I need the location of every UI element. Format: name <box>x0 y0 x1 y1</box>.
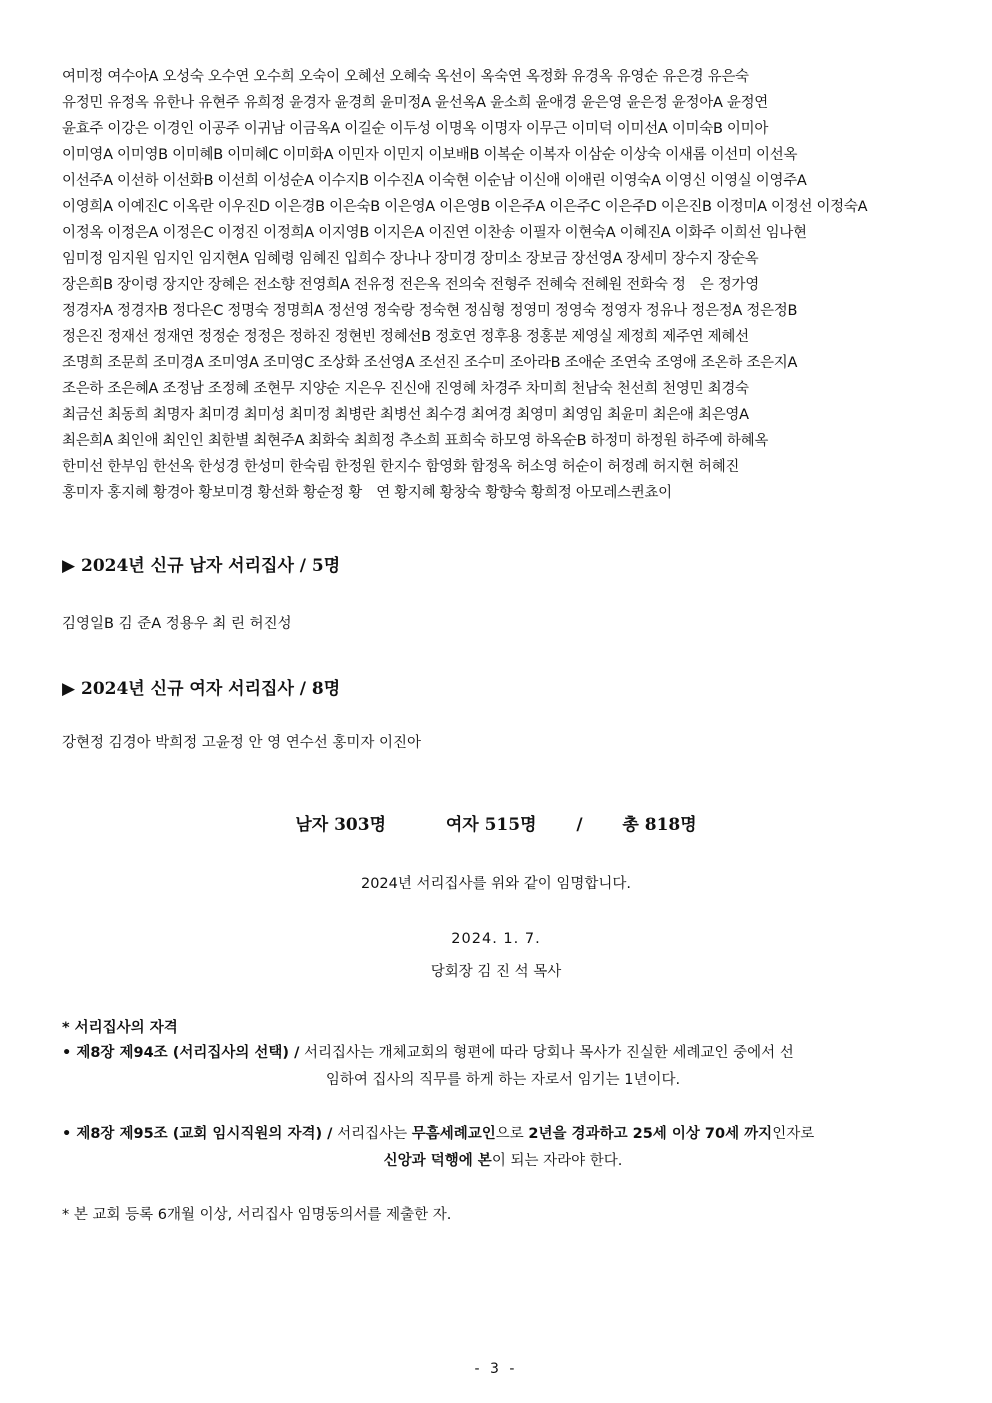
new-women-names: 강현정 김경아 박희정 고윤정 안 영 연수선 홍미자 이진아 <box>62 735 422 751</box>
new-men-heading: ▶ 2024년 신규 남자 서리집사 / 5명 <box>62 556 341 576</box>
name-row: 정은진 정재선 정재연 정정순 정정은 정하진 정현빈 정혜선B 정호연 정후용 정홍분 제영실 제정희 제주연 제혜선 <box>62 329 749 345</box>
rule-95-bold-1: 무흠세례교인 <box>411 1126 496 1142</box>
rule-95-text-2: 으로 <box>495 1126 529 1142</box>
name-row: 이미영A 이미영B 이미혜B 이미혜C 이미화A 이민자 이민지 이보배B 이복순 이복자 이삼순 이상숙 이새롬 이선미 이선옥 <box>62 147 798 163</box>
totals-women: 여자 515명 <box>445 815 537 835</box>
name-list <box>62 64 942 506</box>
name-row: 여미정 여수아A 오성숙 오수연 오수희 오숙이 오혜선 오혜숙 옥선이 옥숙연 옥정화 유경옥 유영순 유은경 유은숙 <box>62 69 749 85</box>
name-row: 조명희 조문희 조미경A 조미영A 조미영C 조상화 조선영A 조선진 조수미 조아라B 조애순 조연숙 조영애 조온하 조은지A <box>62 355 798 371</box>
new-women-heading: ▶ 2024년 신규 여자 서리집사 / 8명 <box>62 679 341 699</box>
signer: 당회장 김 진 석 목사 <box>430 964 562 980</box>
name-row: 최은희A 최인애 최인인 최한별 최현주A 최화숙 최희정 추소희 표희숙 하모영 하옥순B 하정미 하정원 하주예 하혜옥 <box>62 433 769 449</box>
rule-94-text: 서리집사는 개체교회의 형편에 따라 당회나 목사가 진실한 세례교인 중에서 선 <box>299 1045 794 1061</box>
name-row: 이영희A 이예진C 이옥란 이우진D 이은경B 이은숙B 이은영A 이은영B 이은주A 이은주C 이은주D 이은진B 이정미A 이정선 이정숙A <box>62 199 868 215</box>
appointment-statement: 2024년 서리집사를 위와 같이 임명합니다. <box>360 876 632 892</box>
name-row: 유정민 유정옥 유한나 유현주 유희정 윤경자 윤경희 윤미정A 윤선옥A 윤소희 윤애경 윤은영 윤은정 윤정아A 윤정연 <box>62 95 768 111</box>
totals-separator: / <box>576 815 583 835</box>
rule-95-text-3: 인자로 <box>772 1126 815 1142</box>
name-row: 조은하 조은혜A 조정남 조정혜 조현무 지양순 지은우 진신애 진영혜 차경주 차미희 천남숙 천선희 천영민 최경숙 <box>62 381 749 397</box>
name-row: 한미선 한부임 한선옥 한성경 한성미 한숙림 한정원 한지수 함영화 함정옥 허소영 허순이 허정례 허지현 허혜진 <box>62 459 740 475</box>
name-row: 이선주A 이선하 이선화B 이선희 이성순A 이수지B 이수진A 이숙현 이순남 이신애 이애린 이영숙A 이영신 이영실 이영주A <box>62 173 807 189</box>
rule-95 <box>62 1121 944 1175</box>
rule-94-text-cont: 임하여 집사의 직무를 하게 하는 자로서 임기는 1년이다. <box>325 1072 681 1088</box>
name-row: 임미정 임지원 임지인 임지현A 임혜령 임혜진 입희수 장나나 장미경 장미소 장보금 장선영A 장세미 장수지 장순옥 <box>62 251 759 267</box>
name-row: 홍미자 홍지혜 황경아 황보미경 황선화 황순정 황 연 황지혜 황창숙 황향숙 황희정 아모레스퀸쵸이 <box>62 485 672 501</box>
rule-95-text-4: 이 되는 자라야 한다. <box>491 1153 623 1169</box>
new-men-names: 김영일B 김 준A 정용우 최 린 허진성 <box>62 616 292 632</box>
name-row: 최금선 최동희 최명자 최미경 최미성 최미정 최병란 최병선 최수경 최여경 최영미 최영임 최윤미 최은애 최은영A <box>62 407 749 423</box>
rule-95-bold-3: 신앙과 덕행에 본 <box>383 1153 492 1169</box>
page-number: - 3 - <box>474 1361 518 1377</box>
totals-line <box>0 810 992 835</box>
rule-95-text-1: 서리집사는 <box>332 1126 412 1142</box>
totals-total: 총 818명 <box>622 815 697 835</box>
rule-95-bold-2: 2년을 경과하고 25세 이상 70세 까지 <box>528 1126 773 1142</box>
totals-men: 남자 303명 <box>295 815 386 835</box>
rule-95-lead: • 제8장 제95조 (교회 임시직원의 자격) / <box>62 1126 333 1142</box>
registration-note: * 본 교회 등록 6개월 이상, 서리집사 임명동의서를 제출한 자. <box>62 1207 452 1223</box>
name-row: 정경자A 정경자B 정다은C 정명숙 정명희A 정선영 정숙랑 정숙현 정심형 정영미 정영숙 정영자 정유나 정은정A 정은정B <box>62 303 798 319</box>
rule-94-lead: • 제8장 제94조 (서리집사의 선택) / <box>62 1045 300 1061</box>
document-date: 2024. 1. 7. <box>451 931 541 947</box>
rule-94 <box>62 1040 944 1094</box>
rule-95-cont <box>62 1148 944 1175</box>
name-row: 이정옥 이정은A 이정은C 이정진 이정희A 이지영B 이지은A 이진연 이찬송 이필자 이현숙A 이혜진A 이화주 이희선 임나현 <box>62 225 807 241</box>
name-row: 윤효주 이강은 이경인 이공주 이귀남 이금옥A 이길순 이두성 이명옥 이명자 이무근 이미덕 이미선A 이미숙B 이미아 <box>62 121 769 137</box>
name-row: 장은희B 장이령 장지안 장혜은 전소향 전영희A 전유정 전은옥 전의숙 전형주 전혜숙 전혜원 전화숙 정 은 정가영 <box>62 277 759 293</box>
qualification-title: * 서리집사의 자격 <box>62 1020 178 1036</box>
